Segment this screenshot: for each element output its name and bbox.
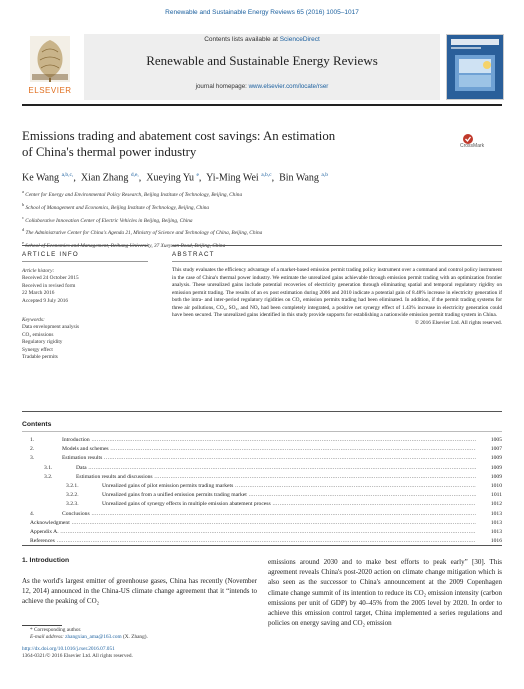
toc-number: 3.2.1.: [66, 482, 79, 489]
footnotes: [30, 627, 148, 641]
toc-title[interactable]: [62, 436, 476, 445]
toc-number: 1.: [30, 437, 35, 443]
toc-number: 2.: [30, 446, 35, 453]
author-affiliation-mark[interactable]: d,e,: [130, 172, 139, 178]
toc-page: 1013: [480, 528, 502, 537]
toc-title-text: Introduction: [62, 437, 90, 443]
history-entry: Received 24 October 2015: [22, 275, 79, 282]
toc-title-text: Unrealized gains of synergy effects in multiple emission abatement process: [102, 501, 271, 508]
table-of-contents: [22, 436, 502, 546]
issn-line: 1364-0321/© 2016 Elsevier Ltd. All rights reserved.: [22, 653, 133, 659]
toc-number: 3.2.2.: [66, 492, 79, 499]
toc-row[interactable]: [22, 500, 502, 509]
toc-row[interactable]: [22, 445, 502, 454]
keywords-label: Keywords:: [22, 317, 45, 324]
author-name[interactable]: Bin Wang: [279, 172, 319, 184]
article-info-subrule: [22, 261, 148, 262]
toc-row[interactable]: [22, 528, 502, 537]
keyword: Regulatory rigidity: [22, 339, 63, 346]
history-entry: 22 March 2016: [22, 290, 55, 297]
toc-page: 1013: [480, 519, 502, 528]
toc-row[interactable]: [22, 473, 502, 482]
affiliation: $^b$ School of Management and Economics, Beijing Institute of Technology, Beijing, China: [22, 201, 210, 211]
toc-title-text: Unrealized gains of pilot emission permits trading markets: [102, 482, 234, 489]
elsevier-logo: [22, 34, 78, 98]
toc-number: 3.: [30, 455, 35, 462]
journal-title: Renewable and Sustainable Energy Reviews: [146, 53, 378, 68]
toc-page: 1012: [480, 500, 502, 509]
article-title: Emissions trading and abatement cost savings: An estimation of China's thermal power industry: [22, 129, 336, 159]
toc-page: 1011: [480, 491, 502, 500]
affiliation: $^c$ Collaborative Innovation Center of Electric Vehicles in Beijing, Beijing, China: [22, 214, 193, 224]
keyword: Tradable permits: [22, 354, 58, 361]
toc-title[interactable]: [30, 528, 476, 537]
corresponding-author-note: * Corresponding author.: [30, 627, 82, 633]
toc-row[interactable]: [22, 491, 502, 500]
section-heading: 1. Introduction: [22, 557, 70, 564]
toc-title[interactable]: [62, 510, 476, 519]
crossmark-badge[interactable]: [460, 132, 485, 150]
contents-rule-sub: [22, 431, 502, 432]
keyword: CO₂ emissions: [22, 331, 54, 338]
keyword: Data envelopment analysis: [22, 324, 80, 331]
contents-rule-bottom: [22, 545, 502, 546]
toc-title-text: Data: [76, 464, 87, 471]
toc-row[interactable]: [22, 482, 502, 491]
author-affiliation-mark[interactable]: a,b,c: [261, 172, 272, 178]
toc-row[interactable]: [22, 454, 502, 463]
author-name[interactable]: Ke Wang: [22, 172, 60, 184]
homepage-link[interactable]: www.elsevier.com/locate/rser: [248, 83, 329, 90]
article-info-body: [22, 268, 137, 361]
toc-number: 3.2.3.: [66, 501, 79, 508]
journal-header: [84, 34, 440, 100]
toc-page: 1007: [480, 445, 502, 454]
contents-line: Contents lists available at ScienceDirect: [204, 36, 320, 43]
keyword: Synergy effect: [22, 346, 53, 353]
toc-title-text: Appendix A.: [30, 528, 59, 535]
toc-title-text: Estimation results: [62, 455, 103, 462]
toc-row[interactable]: [22, 464, 502, 473]
journal-reference[interactable]: Renewable and Sustainable Energy Reviews 65 (2016) 1005–1017: [165, 9, 359, 16]
doi-link[interactable]: http://dx.doi.org/10.1016/j.rser.2016.07.051: [22, 646, 115, 652]
footnote-rule: [22, 625, 62, 626]
abstract-rule: [172, 245, 502, 246]
author-affiliation-mark[interactable]: e: [196, 172, 199, 178]
contents-title: Contents: [22, 421, 52, 428]
history-entry: Received in revised form: [22, 282, 76, 289]
toc-title-text: Acknowledgment: [30, 519, 70, 526]
contents-rule-top: [22, 411, 502, 412]
sciencedirect-link[interactable]: ScienceDirect: [279, 36, 320, 43]
abstract-copyright: © 2016 Elsevier Ltd. All rights reserved.: [414, 319, 502, 326]
email-note: E-mail address: zhangxian_ama@163.com (X. Zhang).: [30, 634, 148, 640]
body-left-column: As the world's largest emitter of greenhouse gases, China has recently (November 12, 2014) announced in the China-US climate change agreement that it “intends to achieve the peaking of CO₂: [22, 577, 257, 606]
toc-page: 1013: [480, 510, 502, 519]
toc-page: 1009: [480, 454, 502, 463]
affiliations: [22, 187, 492, 251]
body-right-column: emissions around 2030 and to make best efforts to peak early” [30]. This agreement reveals China's post-2020 action on climate change mitigation which is also seen as the successor to China's announcement at the 2009 Copenhagen climate change summit of its intention to reduce its CO₂ emission intensity (carbon emissions per unit of GDP) by 40–45% from the 2005 level by 2020. In order to achieve this emission control target, China implemented a series regulations and policies on energy saving and CO₂ emission: [268, 558, 502, 628]
author-name[interactable]: Xueying Yu: [146, 172, 194, 184]
toc-title[interactable]: [102, 482, 476, 491]
author-name[interactable]: Yi-Ming Wei: [206, 172, 259, 184]
toc-title[interactable]: [102, 491, 476, 500]
toc-page: 1005: [480, 436, 502, 445]
article-info-label: ARTICLE INFO: [22, 251, 79, 258]
elsevier-logo-text: ELSEVIER: [28, 86, 72, 95]
author-affiliation-mark[interactable]: a,b: [321, 172, 328, 178]
toc-page: 1010: [480, 482, 502, 491]
header-rule: [22, 104, 502, 106]
crossmark-label: CrossMark: [460, 143, 485, 149]
bottom-info: [22, 646, 133, 660]
history-entry: Accepted 9 July 2016: [22, 297, 69, 304]
toc-number: 3.2.: [44, 473, 53, 480]
affiliation: $^d$ The Administrative Center for China's Agenda 21, Ministry of Science and Technology of China, Beijing, China: [22, 227, 263, 237]
toc-title[interactable]: [30, 519, 476, 528]
toc-title[interactable]: [62, 445, 476, 454]
toc-title-text: Conclusions: [62, 510, 90, 517]
toc-title[interactable]: [76, 473, 476, 482]
toc-page: 1009: [480, 464, 502, 473]
author-name[interactable]: Xian Zhang: [80, 172, 129, 184]
toc-title[interactable]: [76, 464, 476, 473]
abstract-subrule: [172, 261, 502, 262]
toc-title-text: Models and schemes: [62, 446, 109, 453]
abstract-body: [172, 267, 502, 327]
author-list: Ke Wang $^{a,b,c,}$, Xian Zhang $^{d,e,}$, Xueying Yu $^e$, Yi-Ming Wei $^{a,b,c}$, Bin Wang $^{a,b}$: [22, 172, 328, 184]
toc-title[interactable]: [102, 500, 476, 509]
toc-number: 4.: [30, 510, 35, 517]
toc-title-text: Unrealized gains from a unified emission permits trading market: [102, 492, 247, 499]
journal-cover: [446, 34, 504, 100]
email-link[interactable]: zhangxian_ama@163.com: [65, 634, 122, 640]
toc-row[interactable]: [22, 519, 502, 528]
toc-title[interactable]: [62, 454, 476, 463]
toc-row[interactable]: [22, 510, 502, 519]
toc-number: 3.1.: [44, 464, 53, 471]
article-info-rule: [22, 245, 148, 246]
toc-title-text: Estimation results and discussions: [76, 473, 153, 480]
author-affiliation-mark[interactable]: a,b,c,: [61, 172, 74, 178]
toc-page: 1009: [480, 473, 502, 482]
toc-title-text: References: [30, 538, 55, 545]
history-label: Article history:: [22, 268, 55, 274]
toc-row[interactable]: [22, 436, 502, 445]
abstract-text: This study evaluates the efficiency advantage of a market-based emission permit trading policy instrument over a command and control policy instrument in the case of China's thermal power industry. We estimate the unrealized gains achievable through emission permit trading with an optimization frontier analysis. These unrealized gains include potential recoveries of electricity generation through eliminating spatial and temporal regulatory rigidity on emission permit trading. The results of an ex post estimation during 2006 and 2010 indicate a potential gain of 8.48% increase in electricity generation if both the intra- and inter-period regulatory rigidities on CO₂ emission permits trading had been eliminated. In addition, if the permit trading systems for three air pollutions, CO₂, SO₂, and NOₓ had been completely integrated, a positive net synergy effect of 1.43% increase in electricity generation could have been secured. The unrealized gains identified in this study provide supports for establishing a nationwide emission permit trading system in China.: [172, 267, 502, 319]
affiliation: $^a$ Center for Energy and Environmental Policy Research, Beijing Institute of Technology, Beijing, China: [22, 189, 243, 198]
journal-homepage: journal homepage: www.elsevier.com/locate/rser: [195, 83, 329, 90]
toc-page: 1016: [480, 537, 502, 546]
affiliation: $^e$ 37 Xueyuan: [22, 240, 180, 249]
abstract-label: ABSTRACT: [172, 251, 215, 258]
